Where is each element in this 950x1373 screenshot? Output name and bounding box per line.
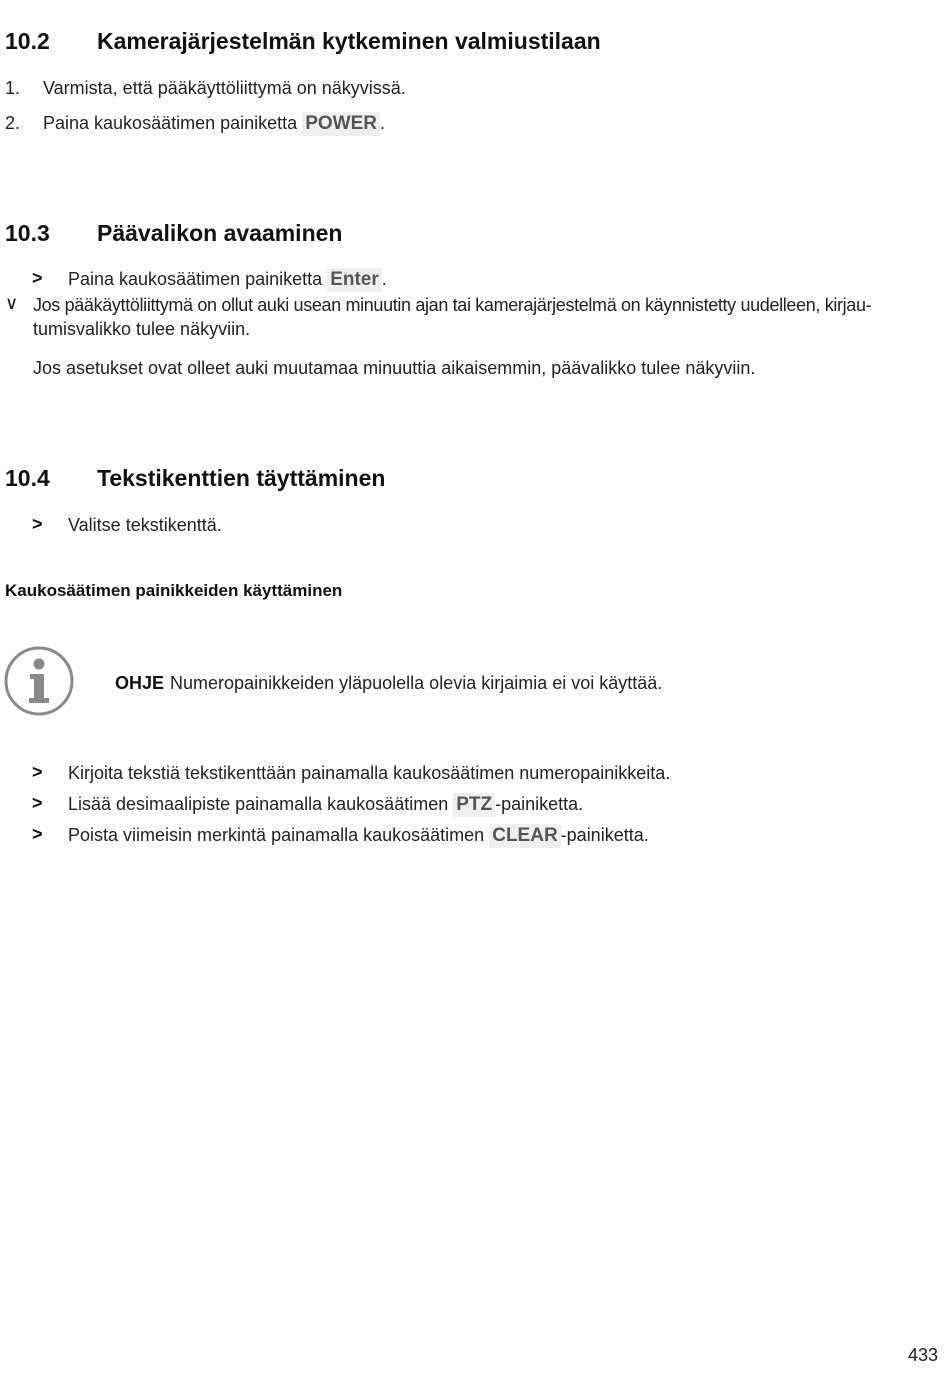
action-marker: >	[32, 268, 43, 288]
info-icon	[4, 646, 74, 716]
subheading: Kaukosäätimen painikkeiden käyttäminen	[5, 581, 343, 600]
action-step: Valitse tekstikenttä.	[68, 515, 222, 535]
result-text	[33, 293, 938, 341]
action-step	[68, 823, 649, 848]
paragraph: Jos asetukset ovat olleet auki muutamaa minuuttia aikaisemmin, päävalikko tulee näkyviin.	[33, 358, 756, 378]
section-number: 10.4	[5, 465, 50, 491]
section-heading-10-2	[5, 28, 905, 58]
step-text: Varmista, että pääkäyttöliittymä on näkyvissä.	[43, 78, 406, 98]
step-number: 1.	[5, 78, 21, 98]
action-marker: >	[32, 824, 43, 844]
step-text: Poista viimeisin merkintä painamalla kaukosäätimen	[68, 825, 485, 845]
section-heading-10-3	[5, 220, 905, 250]
step-text-end: -painiketta.	[495, 794, 584, 814]
action-marker: >	[32, 793, 43, 813]
step-text: Paina kaukosäätimen painiketta	[43, 113, 298, 133]
info-note	[115, 671, 662, 695]
action-step	[68, 792, 583, 817]
section-number: 10.3	[5, 220, 50, 246]
note-text: Numeropainikkeiden yläpuolella olevia kirjaimia ei voi käyttää.	[170, 673, 663, 693]
remote-key-clear: CLEAR	[489, 824, 560, 848]
action-step	[68, 267, 387, 292]
step-text-end: -painiketta.	[560, 825, 649, 845]
step-number: 2.	[5, 113, 21, 133]
remote-key-enter: Enter	[327, 268, 382, 292]
step-text: Paina kaukosäätimen painiketta	[68, 269, 323, 289]
result-line: Jos pääkäyttöliittymä on ollut auki usean minuutin ajan tai kamerajärjestelmä on käynnistetty uudelleen, kirjau-	[33, 295, 872, 315]
action-step	[68, 761, 670, 785]
note-label: OHJE	[115, 673, 165, 693]
remote-key-power: POWER	[302, 112, 380, 136]
section-title: Tekstikenttien täyttäminen	[97, 465, 386, 491]
result-line: tumisvalikko tulee näkyviin.	[33, 319, 251, 339]
step-text-end: .	[381, 269, 387, 289]
remote-key-ptz: PTZ	[453, 793, 495, 817]
action-marker: >	[32, 514, 43, 534]
step-text-end: .	[379, 113, 385, 133]
action-marker: >	[32, 762, 43, 782]
result-marker: ∨	[5, 293, 19, 313]
step-text: Kirjoita tekstiä tekstikenttään painamalla kaukosäätimen numeropainikkeita.	[68, 763, 671, 783]
section-heading-10-4	[5, 465, 905, 495]
page-number: 433	[908, 1345, 939, 1365]
section-number: 10.2	[5, 28, 50, 54]
step-text: Lisää desimaalipiste painamalla kaukosäätimen	[68, 794, 449, 814]
section-title: Kamerajärjestelmän kytkeminen valmiustilaan	[97, 28, 601, 54]
section-title: Päävalikon avaaminen	[97, 220, 343, 246]
